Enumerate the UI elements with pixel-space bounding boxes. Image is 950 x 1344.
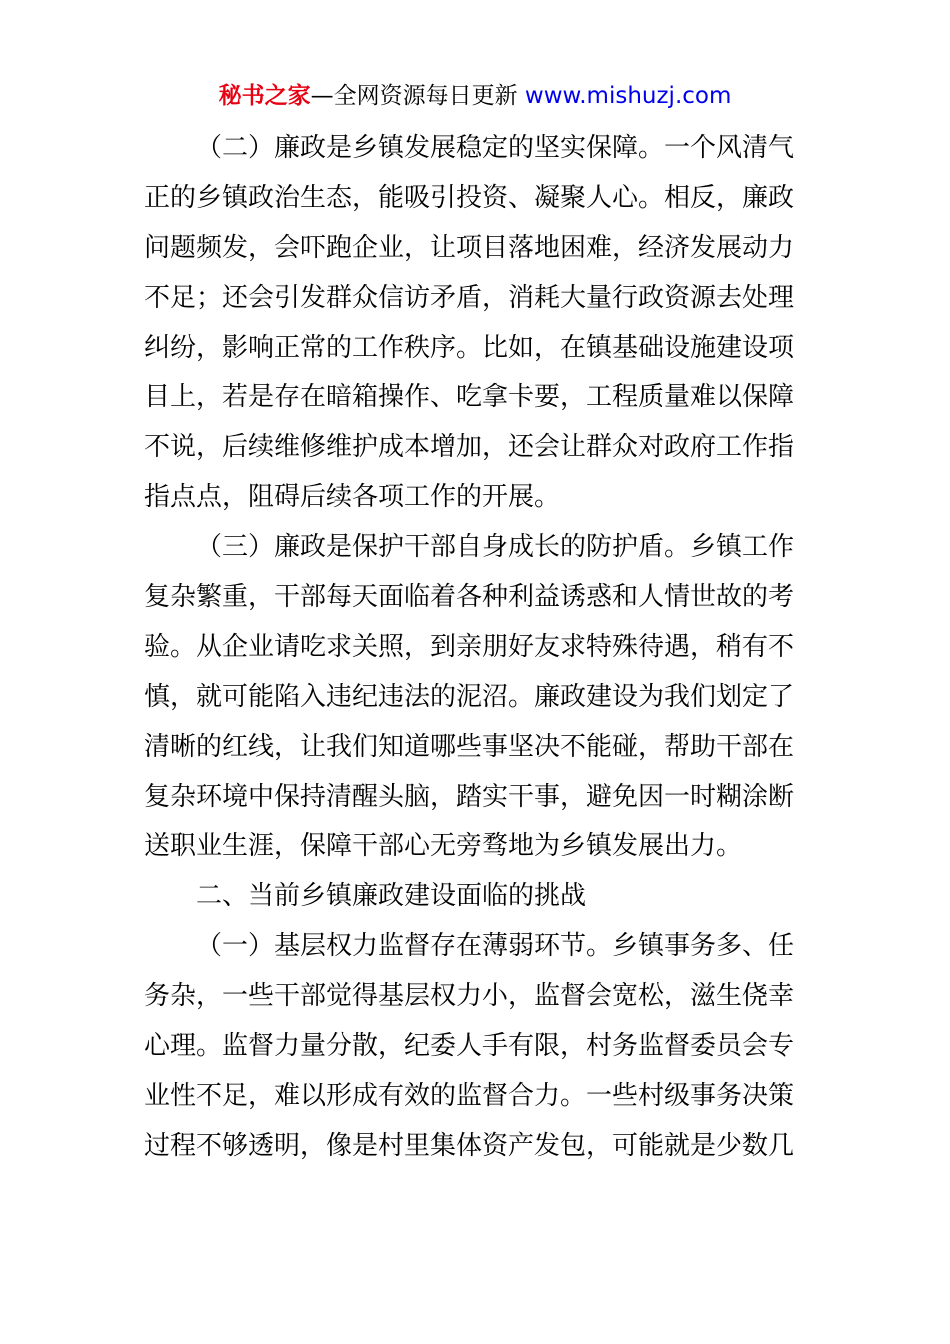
text-line: 验。从企业请吃求关照，到亲朋好友求特殊待遇，稍有不 <box>144 631 795 662</box>
text-line: （一）基层权力监督存在薄弱环节。乡镇事务多、任 <box>196 931 795 962</box>
site-url: www.mishuzj.com <box>524 83 732 109</box>
text-line: 务杂，一些干部觉得基层权力小，监督会宽松，滋生侥幸 <box>144 981 795 1012</box>
text-line: （二）廉政是乡镇发展稳定的坚实保障。一个风清气 <box>196 133 795 163</box>
text-line: 问题频发，会吓跑企业，让项目落地困难，经济发展动力 <box>144 232 795 263</box>
text-line: 正的乡镇政治生态，能吸引投资、凝聚人心。相反，廉政 <box>144 182 795 213</box>
text-line: 复杂环境中保持清醒头脑，踏实干事，避免因一时糊涂断 <box>144 781 795 812</box>
text-line: 不说，后续维修维护成本增加，还会让群众对政府工作指 <box>144 432 795 463</box>
text-line: 目上，若是存在暗箱操作、吃拿卡要，工程质量难以保障 <box>144 382 795 413</box>
text-line: 业性不足，难以形成有效的监督合力。一些村级事务决策 <box>144 1080 795 1111</box>
text-line: 指点点，阻碍后续各项工作的开展。 <box>144 482 561 513</box>
text-line: 心理。监督力量分散，纪委人手有限，村务监督委员会专 <box>144 1031 795 1062</box>
text-line: 送职业生涯，保障干部心无旁骛地为乡镇发展出力。 <box>144 831 743 862</box>
text-line: 清晰的红线，让我们知道哪些事坚决不能碰，帮助干部在 <box>144 731 795 762</box>
document-body <box>144 124 794 1172</box>
text-line: 慎，就可能陷入违纪违法的泥沼。廉政建设为我们划定了 <box>144 681 795 712</box>
site-tagline: —全网资源每日更新 <box>310 83 518 109</box>
site-header <box>0 80 950 112</box>
text-line: （三）廉政是保护干部自身成长的防护盾。乡镇工作 <box>196 532 795 563</box>
text-line: 二、当前乡镇廉政建设面临的挑战 <box>196 881 587 912</box>
text-line: 过程不够透明，像是村里集体资产发包，可能就是少数几 <box>144 1130 795 1161</box>
site-brand: 秘书之家 <box>218 83 311 109</box>
text-line: 不足；还会引发群众信访矛盾，消耗大量行政资源去处理 <box>144 282 795 313</box>
text-line: 纠纷，影响正常的工作秩序。比如，在镇基础设施建设项 <box>144 332 795 363</box>
text-line: 复杂繁重，干部每天面临着各种利益诱惑和人情世故的考 <box>144 582 795 613</box>
